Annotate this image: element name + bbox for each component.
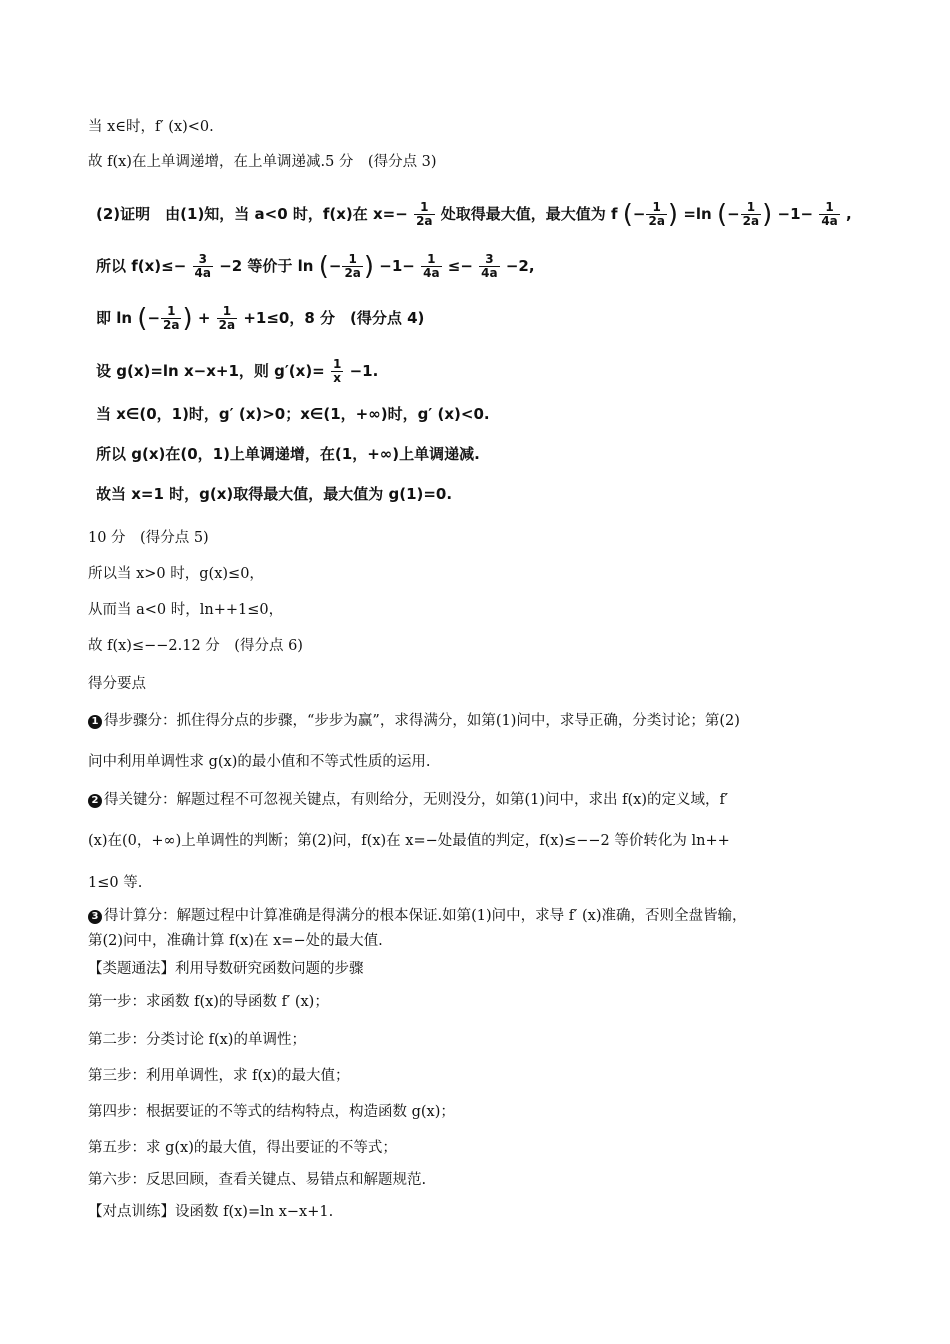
step-line: 第五步：求 g(x)的最大值，得出要证的不等式；: [88, 1140, 397, 1156]
number-badge-icon: 1: [88, 715, 102, 729]
point-line: 1≤0 等.: [88, 875, 143, 891]
fraction: $\frac{1}{2a}$: [163, 304, 180, 332]
proof-text: −1−: [777, 205, 814, 223]
text-line: 所以当 x>0 时，g(x)≤0，: [88, 566, 264, 582]
text-line: 从而当 a<0 时，ln++1≤0，: [88, 602, 284, 618]
proof-line-3: 即 ln (− $\frac{1}{2a}$ ) + $\frac{1}{2a}$ +1≤0，8 分 (得分点 4): [96, 303, 425, 334]
fraction: $\frac{1}{2a}$: [648, 200, 665, 228]
proof-line-6: 所以 g(x)在(0，1)上单调递增，在(1，+∞)上单调递减.: [96, 445, 480, 463]
fraction: $\frac{3}{4a}$: [194, 252, 211, 280]
step-line: 第六步：反思回顾，查看关键点、易错点和解题规范.: [88, 1172, 427, 1188]
fraction: $\frac{1}{x}$: [333, 357, 342, 385]
step-line: 第四步：根据要证的不等式的结构特点，构造函数 g(x)；: [88, 1104, 455, 1120]
point-line: 3 得计算分：解题过程中计算准确是得满分的根本保证.如第(1)问中，求导 f′ (x)准确，否则全盘皆输，: [88, 906, 747, 926]
proof-line-7: 故当 x=1 时，g(x)取得最大值，最大值为 g(1)=0.: [96, 485, 453, 503]
section-heading: 得分要点: [88, 676, 146, 692]
point-line: 1 得步骤分：抓住得分点的步骤，“步步为赢”，求得满分，如第(1)问中，求导正确，分类讨论；第(2): [88, 711, 740, 731]
text-line: 故 f(x)≤−−2.12 分 (得分点 6): [88, 638, 303, 654]
proof-text: 处取得最大值，最大值为 f: [440, 205, 618, 223]
proof-line-4: 设 g(x)=ln x−x+1，则 g′(x)= $\frac{1}{x}$ −1.: [96, 357, 379, 385]
fraction: $\frac{1}{2a}$: [344, 252, 361, 280]
text-line: 故 f(x)在上单调递增，在上单调递减.5 分 (得分点 3): [88, 154, 437, 170]
section-heading: 【对点训练】设函数 f(x)=ln x−x+1.: [88, 1204, 334, 1220]
proof-line-1: (2)证明 由(1)知，当 a<0 时，f(x)在 x=− $\frac{1}{2a}$ 处取得最大值，最大值为 f (− $\frac{1}{2a}$ ) =ln (− $\frac{1}{2a}$ ) −1− $\frac{1}{4a}$ ,: [96, 199, 852, 230]
step-line: 第二步：分类讨论 f(x)的单调性；: [88, 1032, 306, 1048]
fraction: $\frac{3}{4a}$: [481, 252, 498, 280]
section-heading: 【类题通法】利用导数研究函数问题的步骤: [88, 961, 364, 977]
fraction: $\frac{1}{4a}$: [423, 252, 440, 280]
text-line: 10 分 (得分点 5): [88, 530, 209, 546]
step-line: 第一步：求函数 f(x)的导函数 f′ (x)；: [88, 994, 329, 1010]
fraction: $\frac{1}{2a}$: [742, 200, 760, 228]
point-line: 第(2)问中，准确计算 f(x)在 x=−处的最大值.: [88, 933, 383, 949]
text-line: 当 x∈时，f′ (x)<0.: [88, 119, 214, 135]
fraction: $\frac{1}{2a}$: [218, 304, 236, 332]
proof-text: (2)证明 由(1)知，当 a<0 时，f(x)在 x=−: [96, 205, 408, 223]
point-line: (x)在(0，+∞)上单调性的判断；第(2)问，f(x)在 x=−处最值的判定，f(x)≤−−2 等价转化为 ln++: [88, 833, 730, 849]
number-badge-icon: 2: [88, 794, 102, 808]
point-line: 问中利用单调性求 g(x)的最小值和不等式性质的运用.: [88, 754, 431, 770]
proof-text: =ln: [683, 205, 712, 223]
point-line: 2 得关键分：解题过程不可忽视关键点，有则给分，无则没分，如第(1)问中，求出 f(x)的定义域，f′: [88, 790, 728, 810]
step-line: 第三步：利用单调性，求 f(x)的最大值；: [88, 1068, 350, 1084]
proof-line-2: 所以 f(x)≤− $\frac{3}{4a}$ −2 等价于 ln (− $\frac{1}{2a}$ ) −1− $\frac{1}{4a}$ ≤− $\frac{3}{4a}$ −2,: [96, 251, 535, 282]
number-badge-icon: 3: [88, 910, 102, 924]
fraction: $\frac{1}{4a}$: [821, 200, 838, 228]
fraction: $\frac{1}{2a}$: [416, 200, 433, 228]
proof-line-5: 当 x∈(0，1)时，g′ (x)>0；x∈(1，+∞)时，g′ (x)<0.: [96, 405, 490, 423]
